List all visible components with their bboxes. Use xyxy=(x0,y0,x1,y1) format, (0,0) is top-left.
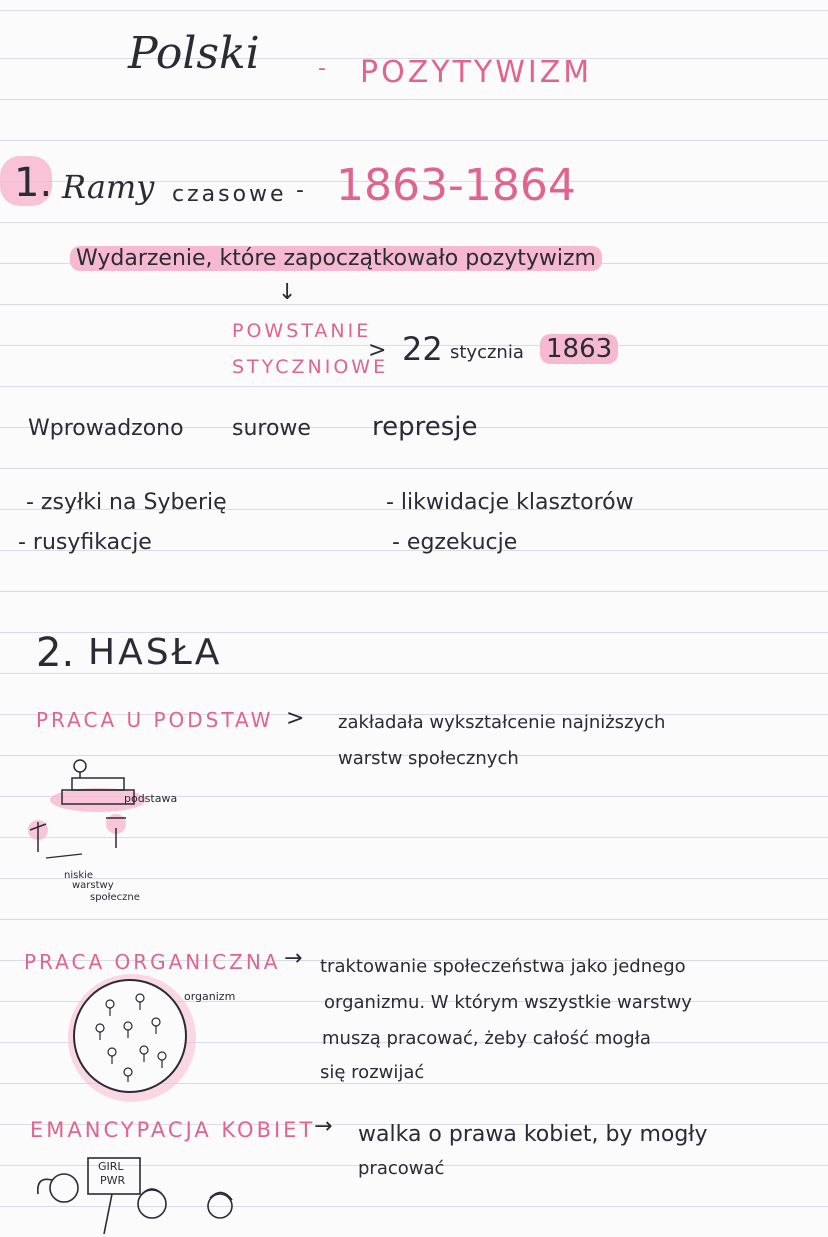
slogan-2-desc-1: traktowanie społeczeństwa jako jednego xyxy=(320,956,686,977)
section-1-years: 1863-1864 xyxy=(336,160,576,211)
sign-text-1: GIRL xyxy=(98,1160,124,1173)
slogan-1-desc-2: warstw społecznych xyxy=(338,748,519,769)
section-2-label: HASŁA xyxy=(88,632,223,673)
section-1-dash: - xyxy=(296,178,304,203)
slogan-2-desc-4: się rozwijać xyxy=(320,1062,425,1083)
slogan-3-name: EMANCYPACJA KOBIET xyxy=(30,1118,316,1142)
section-1-number: 1. xyxy=(14,160,53,206)
event-line-1: POWSTANIE xyxy=(232,320,372,342)
sketch-label: niskie xyxy=(64,870,94,881)
date-year: 1863 xyxy=(540,334,618,364)
section-1-label2: czasowe xyxy=(172,182,287,207)
event-arrow: > xyxy=(368,338,387,363)
title-dash: - xyxy=(318,56,326,81)
date-month: stycznia xyxy=(450,342,524,363)
slogan-3-desc-1: walka o prawa kobiet, by mogły xyxy=(358,1122,708,1147)
event-sentence: Wydarzenie, które zapoczątkowało pozytywizm xyxy=(70,246,602,271)
arrow-down-icon: ↓ xyxy=(278,280,297,305)
section-2-number: 2. xyxy=(36,630,75,676)
date-day: 22 xyxy=(402,330,443,368)
slogan-1-arrow: > xyxy=(286,706,305,731)
sketch-label: podstawa xyxy=(124,792,178,805)
slogan-3-desc-2: pracować xyxy=(358,1158,445,1179)
event-line-2: STYCZNIOWE xyxy=(232,356,389,378)
represje-word-3: represje xyxy=(372,412,478,442)
women-sketch xyxy=(24,1154,254,1237)
list-item: - zsyłki na Syberię xyxy=(26,490,227,515)
slogan-2-arrow: → xyxy=(284,946,303,971)
represje-word-1: Wprowadzono xyxy=(28,416,184,441)
list-item: - rusyfikacje xyxy=(18,530,152,555)
slogan-2-desc-2: organizmu. W którym wszystkie warstwy xyxy=(324,992,692,1013)
sketch-label: organizm xyxy=(184,990,236,1003)
slogan-2-desc-3: muszą pracować, żeby całość mogła xyxy=(322,1028,651,1049)
page-subtitle: POZYTYWIZM xyxy=(360,55,593,90)
sketch-label: warstwy xyxy=(72,880,114,891)
slogan-2-name: PRACA ORGANICZNA xyxy=(24,950,281,974)
slogan-3-arrow: → xyxy=(314,1114,333,1139)
represje-word-2: surowe xyxy=(232,416,311,441)
page-title: Polski xyxy=(128,28,260,79)
section-1-label: Ramy xyxy=(62,168,155,206)
list-item: - likwidacje klasztorów xyxy=(386,490,634,515)
sign-text-2: PWR xyxy=(100,1174,126,1187)
list-item: - egzekucje xyxy=(392,530,518,555)
slogan-1-desc-1: zakładała wykształcenie najniższych xyxy=(338,712,666,733)
slogan-1-name: PRACA U PODSTAW xyxy=(36,708,274,732)
sketch-label: społeczne xyxy=(90,892,140,903)
